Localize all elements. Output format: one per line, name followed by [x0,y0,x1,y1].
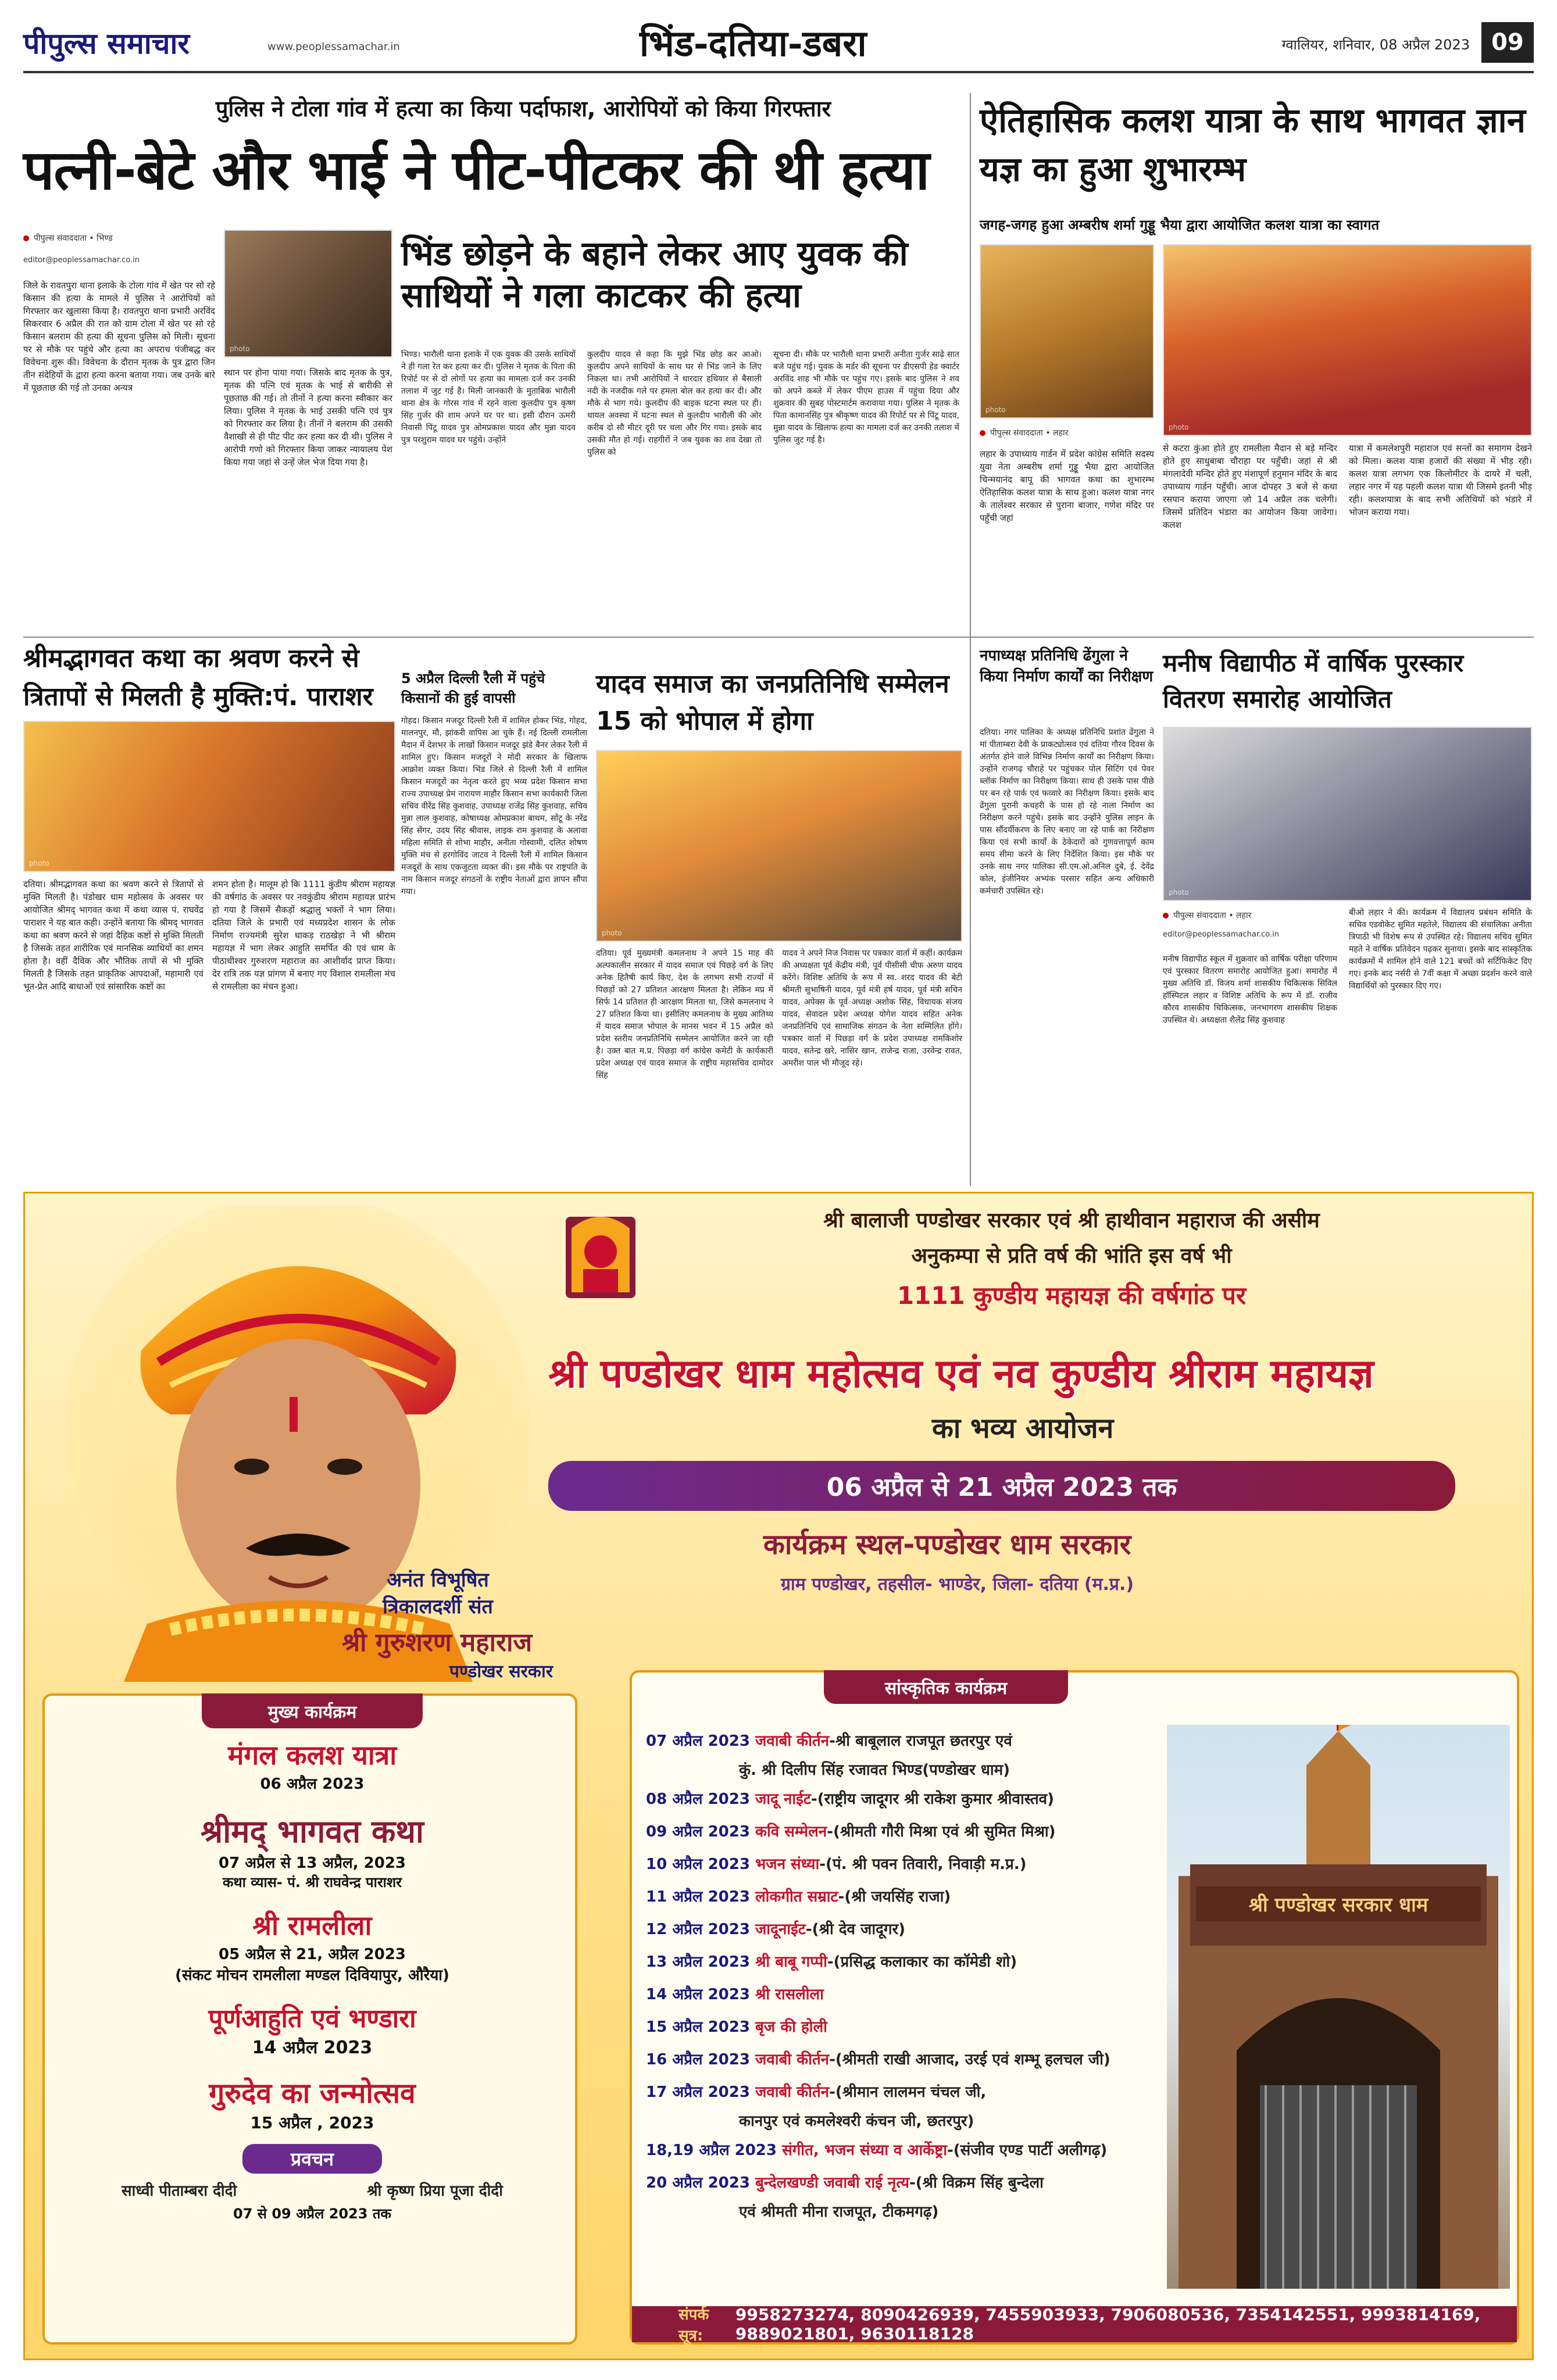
ad-dates-banner: 06 अप्रैल से 21 अप्रैल 2023 तक [548,1461,1455,1511]
story8-col1: बीओ लहार ने की। कार्यक्रम में विद्यालय प्रबंधन समिति के सचिव एडवोकेट सुमित महतेले, विद्यालय की संचालिका अनीता त्रिपाठी भी विशेष रूप से उपस्थित रहे। विद्यालय सचिव सुमित महते ने वार्षिक प्रतिवेदन पढ़कर सुनाया। इसके बाद सांस्कृतिक कार्यक्रमों में शामिल होने वाले 121 बच्चों को सर्टिफिकेट दिए गए। इनके बाद नर्सरी से 7वीं कक्षा में अच्छा प्रदर्शन करने वाले विद्यार्थियों को पुरस्कार दिए गए। [1349,908,1532,991]
program-name: जवाबी कीर्तन [755,1732,830,1750]
story1-col1: जिले के रावतपुरा थाना इलाके के टोला गांव में खेत पर सो रहे किसान की हत्या के मामले में पुलिस ने आरोपियों को गिरफ्तार कर खुलासा किया है। रावतपुरा थाना प्रभारी अरविंद सिकरवार 6 अप्रैल की रात को ग्राम टोला में खेत पर सो रहे किसान बलराम की हत्या की सूचना पुलिस को मिली। सूचना पर से मौके पर पहुंचे और हत्या का अपराध पंजीबद्ध कर विवेचना शुरू की। विवेचना के दौरान मृतक के पुत्र द्वारा जिन तीन संदेहियों के द्वारा हत्या करना बताया गया। जब उनके बारे में पूछताछ की गई तो उनका अन्यत्र [23,280,215,393]
program-date: 17 अप्रैल 2023 [646,2084,750,2101]
program-name: श्री रासलीला [755,1986,824,2003]
program-name: जादूनाईट [755,1921,806,1938]
program-desc: कानपुर एवं कमलेश्वरी कंचन जी, छतरपुर) [739,2113,974,2130]
program-desc: एवं श्रीमती मीना राजपूत, टीकमगढ़) [739,2203,939,2221]
program-name: जवाबी कीर्तन [755,2084,830,2101]
ad-intro: श्री बालाजी पण्डोखर सरकार एवं श्री हाथीवान महाराज की असीम अनुकम्पा से प्रति वर्ष की भांति इस वर्ष भी 1111 कुण्डीय महायज्ञ की वर्षगांठ पर [823,1209,1320,1310]
story2-col3: सूचना दी। मौके पर भारौली थाना प्रभारी अनीता गुर्जर साढ़े सात बजे पहुंच गई। युवक के मर्डर की सूचना पर डीएसपी हेड क्वार्टर अरविंद शाह भी मौके पर पहुंच गए। इसके बाद पुलिस ने शव को अपने कब्जे में लेकर पीएम हाउस में पहुंचा दिया और शुक्रवार की सुबह पोस्टमार्टम करावाया गया। पुलिस ने मृतक के पिता कामानसिंह पुत्र श्रीकृष्ण यादव की रिपोर्ट पर से पिंटू यादव, मुन्ना यादव के खिलाफ हत्या का मामला दर्ज कर उनकी तलाश में पुलिस जुट गई है। [773,350,959,445]
program-desc: -(श्री जयसिंह राजा) [838,1888,951,1906]
program-name: बुन्देलखण्डी जवाबी राई नृत्य [755,2174,909,2192]
program-name: जादू नाईट [755,1791,811,1808]
cultural-program-row [646,1978,1158,2011]
photo-kalash-leader: photo [980,244,1154,419]
cultural-program-row [646,2199,1158,2225]
program-desc: -(श्री देव जादूगर) [805,1921,906,1938]
program-date: 13 अप्रैल 2023 [646,1953,750,1971]
program-date: 20 अप्रैल 2023 [646,2174,750,2192]
story5-body: गोहद। किसान मजदूर दिल्ली रैली में शामिल होकर भिंड, गोहद, मालनपुर, मौ, झांकरी वापिस आ चुके हैं। नई दिल्ली रामलीला मैदान में देशभर के लाखों किसान मजदूर झंडे बैनर लेकर रैली में शामिल हुए। किसान मजदूरों ने मोदी सरकार के खिलाफ आक्रोश व्यक्त किया। भिंड जिले से दिल्ली रैली में शामिल किसान मजदूरों का नेतृत्व करते हुए भव्य प्रदेश किसान सभा राज्य उपाध्यक्ष प्रेम नारायण माहौर किसान सभा कार्यकारी जिला सचिव वीरेंद्र सिंह कुशवाह, उपाध्यक्ष राजेंद्र सिंह कुशवाह, सचिव मुन्ना लाल कुशवाह, कोषाध्यक्ष ओमप्रकाश बाथम, सोंटू के नरेंद्र सिंह सेंगर, उदय सिंह श्रीवास, लाइक राम कुशवाह के अलावा महिला समिति से शोभा माहौर, अनीता गोस्वामी, दलित शोषण मुक्ति मंच से हरगोविंद जाटव ने दिल्ली रैली में शामिल किसान मजदूरों के साथ एकजुटता व्यक्त की। इस मौके पर राष्ट्रपति के नाम किसान मजदूर संगठनों के राष्ट्रीय नेताओं द्वारा ज्ञापन सौंपा गया। [401,716,587,896]
story-murder-tola [23,93,965,201]
story3-subhead: जगह-जगह हुआ अम्बरीष शर्मा गुड्डू भैया द्वारा आयोजित कलश यात्रा का स्वागत [980,217,1380,233]
program-item: श्री रामलीला 05 अप्रैल से 21, अप्रैल 2023 (संकट मोचन रामलीला मण्डल दिवियापुर, औरैया) [175,1910,449,1984]
program-desc: -(श्रीमान लालमन चंचल जी, [829,2084,987,2101]
story2-col1: भिण्ड। भारौली थाना इलाके में एक युवक की उसके साथियों ने ही गला रेत कर हत्या कर दी। पुलिस ने मृतक के पिता की रिपोर्ट पर से दो लोगों पर हत्या का मामला दर्ज कर उनकी तलाश में जुट गई है। मिली जानकारी के मुताबिक भारौली थाना क्षेत्र के गोरस गांव में रहने वाला कुलदीप पुत्र कृष्ण सिंह गुर्जर की शाम अपने घर पर था। इसी दौरान ऊमरी निवासी पिंटू यादव पुत्र ओमप्रकाश यादव और मुन्ना यादव पुत्र परशुराम यादव घर पहुंचे। उन्होंने [401,350,576,445]
story3-headline: ऐतिहासिक कलश यात्रा के साथ भागवत ज्ञान यज्ञ का हुआ शुभारम्भ [980,101,1526,189]
story5-headline: 5 अप्रैल दिल्ली रैली में पहुंचे किसानों की हुई वापसी [401,670,545,706]
cultural-program-row [646,1848,1158,1881]
program-date: 15 अप्रैल 2023 [646,2018,750,2036]
cultural-program-row [646,1881,1158,1913]
story8-col2: मनीष विद्यापीठ स्कूल में शुक्रवार को वार्षिक परीक्षा परिणाम एवं पुरस्कार वितरण समारोह आयोजित हुआ। समारोह में मुख्य अतिथि डॉ. विजय शर्मा शासकीय चिकित्सक सिविल हॉस्पिटल लहार व विशिष्ट अतिथि के रूप में डॉ. राजीव कौरव शासकीय चिकित्सक, जनभागरण शासकीय शिक्षक उपस्थित थे। अध्यक्षता शैलेंद्र सिंह कुशवाह [1163,955,1337,1025]
cultural-program-heading: सांस्कृतिक कार्यक्रम [824,1670,1068,1704]
horizontal-divider [23,637,1534,638]
program-date: 08 अप्रैल 2023 [646,1791,750,1808]
story7-body: दतिया। नगर पालिका के अध्यक्ष प्रतिनिधि प्रशांत ढेंगुला ने मां पीताम्बरा देवी के प्राकट्योत्सव एवं दतिया गौरव दिवस के अंतर्गत होने वाले विभिन्न निर्माण कार्यों का निरीक्षण किया। उन्होंने राजगढ़ चौराहे पर पहुंचकर पोल सिटिंग एवं पेवर ब्लॉक निर्माण का निरीक्षण किया। साथ ही उसके पास पीछे पर बन रहे पार्क एवं फव्वारे का निरीक्षण किया। इसके बाद ढेंगुला पुरानी कचहरी के पास हो रहे नाला निर्माण का निरीक्षण करने पहुंचे। इसके बाद उन्होंने पुलिस लाइन के पास सौंदर्यीकरण के लिए बनाए जा रहे पार्क का निरीक्षण किया एवं सभी कार्यों के ठेकेदारों को गुणवत्तापूर्ण काम समय सीमा करने के लिए निर्देशित किया। इस मौके पर उनके साथ नगर पालिका सी.एम.ओ.अनिल दुबे, ई. देवेंद्र कोल, इंजीनियर अभ्यंक परसार सहित अन्य अधिकारी कर्मचारी उपस्थित रहे। [980,728,1154,896]
program-desc: -(प्रसिद्ध कलाकार का कॉमेडी शो) [827,1953,1017,1971]
logo-text: पीपुल्स समाचार [23,26,190,60]
cultural-program-row [646,2011,1158,2043]
masthead-website[interactable]: www.peoplessamachar.in [267,41,400,53]
story2-headline: भिंड छोड़ने के बहाने लेकर आए युवक की साथियों ने गला काटकर की हत्या [401,234,908,315]
page-number: 09 [1481,22,1534,63]
program-desc: -(संजीव एण्ड पार्टी अलीगढ़) [947,2142,1108,2159]
story4-col2: शमन होता है। मालूम हो कि 1111 कुंडीय श्रीराम महायज्ञ की वर्षगांठ के अवसर पर नवकुंडीय श्रीराम महायज्ञ प्रारंभ हो गया है जिसमें सैकड़ों श्रद्धालु भक्तों ने भाग लिया। दतिया जिले के प्रभारी एवं मध्यप्रदेश शासन के लोक निर्माण राज्यमंत्री सुरेश धाकड़ राठखेड़ा ने भी श्रीराम महायज्ञ में भाग लेकर आहुति समर्पित की एवं धाम के पीठाधीश्वर गुरुशरण महाराज का आशीर्वाद प्राप्त किया। देर रात्रि तक यज्ञ प्रांगण में बनाए गए विशाल रामलीला मंच से रामलीला का मंचन हुआ। [212,879,395,992]
cultural-program-panel [630,1670,1519,2345]
ad-pandokhar-dham[interactable] [23,1192,1534,2360]
story1-byline: पीपुल्स संवाददाता • भिण्ड [23,233,113,244]
program-desc: कुं. श्री दिलीप सिंह रजावत भिण्ड(पण्डोखर धाम) [739,1761,1010,1779]
story6-col1: दतिया। पूर्व मुख्यमंत्री कमलनाथ ने अपने 15 माह की अल्पकालीन सरकार में यादव समाज एवं पिछड़े वर्ग के लिए अनेक हितैषी कार्य किए, देश के लगभग सभी राज्यों में पिछड़ों को 27 प्रतिशत आरक्षण मिलता है। लेकिन मप्र में सिर्फ 14 प्रतिशत ही आरक्षण मिलता था, जिसे कमलनाथ ने 27 प्रतिशत किया था। इसीलिए कमलनाथ के मुख्य आतिथ्य में यादव समाज भोपाल के मानस भवन में 15 अप्रैल को प्रदेश स्तरीय जनप्रतिनिधि सम्मेलन आयोजित करने जा रही है। उक्त बात म.प्र. पिछड़ा वर्ग कांग्रेस कमेटी के कार्यकारी प्रदेश अध्यक्ष एवं यादव समाज के राष्ट्रीय महासचिव दामोदर सिंह [596,949,773,1080]
saint-epithet: अनंत विभूषित त्रिकालदर्शी संत [383,1568,493,1618]
story-headline: पत्नी-बेटे और भाई ने पीट-पीटकर की थी हत्या [23,139,930,202]
cultural-program-row [646,1757,1158,1783]
story4-headline: श्रीमद्भागवत कथा का श्रवण करने से त्रितापों से मिलती है मुक्ति:पं. पाराशर [23,644,373,712]
program-name: कवि सम्मेलन [755,1823,827,1841]
story6-col2: यादव ने अपने निज निवास पर पत्रकार वार्ता में कहीं। कार्यक्रम की अध्यक्षता पूर्व केंद्रीय मंत्री, पूर्व पीसीसी चीफ अरुण यादव करेंगे। विशिष्ट अतिथि के रूप में स्व. शरद यादव की बेटी श्रीमती सुभाषिनी यादव, पूर्व मंत्री हर्ष यादव, पूर्व मंत्री सचिन यादव, अपेक्स के पूर्व अध्यक्ष अशोक सिंह, विधायक संजय यादव, सेवादल प्रदेश अध्यक्ष योगेश यादव सहित अनेक जनप्रतिनिधि एवं सामाजिक संगठन के नेता सम्मिलित होंगे। पत्रकार वार्ता में पिछड़ा वर्ग के प्रदेश उपाध्यक्ष रामकिशोर यादव, सतेन्द्र खरे, नासिर खान, राजेन्द्र राजा, उरवेन्द्र रावत, अमरीश पाल भी मौजूद रहे। [782,949,962,1068]
program-desc: -(श्रीमती गौरी मिश्रा एवं श्री सुमित मिश्रा) [827,1823,1056,1841]
ad-title: श्री पण्डोखर धाम महोत्सव एवं नव कुण्डीय श्रीराम महायज्ञ [548,1351,1374,1397]
cultural-program-row [646,2109,1158,2134]
main-program-heading: मुख्य कार्यक्रम [202,1693,423,1728]
program-desc: -(श्री विक्रम सिंह बुन्देला [909,2174,1044,2192]
main-program-list [56,1736,568,2223]
cultural-program-row [646,2076,1158,2109]
cultural-program-row [646,1725,1158,1757]
program-name: लोकगीत सम्राट [755,1888,838,1906]
photo-pandokhar-gate [1167,1725,1510,2289]
program-name: भजन संध्या [755,1856,820,1873]
masthead-rule [23,71,1534,73]
story8-headline: मनीष विद्यापीठ में वार्षिक पुरस्कार वितरण समारोह आयोजित [1163,649,1464,713]
photo-yadav-press: photo [596,750,962,942]
photo-accused-police: photo [224,230,392,358]
cultural-program-row [646,1816,1158,1848]
column-divider [970,93,971,1186]
main-program-panel [42,1693,577,2345]
story1-col2: स्थान पर होना पाया गया। जिसके बाद मृतक के पुत्र, मृतक की पत्नि एवं मृतक के भाई से बारीकी से पूछताछ की गई। तो तीनों ने हत्या करना स्वीकार कर लिया। पुलिस ने मृतक के भाई उसकी पत्नि एवं पुत्र को गिरफ्तार कर लिया है। तीनों ने बलराम की उसकी वैशाखी से ही पीट पीट कर हत्या कर दी थी। पुलिस ने आरोपी गणो को गिरफ्तार किया जाकर न्यायालय पेश किया गया जहां से उन्हें जेल भेज दिया गया है। [224,367,392,467]
cultural-program-row [646,2167,1158,2199]
story3-col3: यात्रा में कमलेशपुरी महाराज एवं सन्तों का समागम देखने को मिला। कलश यात्रा हजारों की संख्या में भीड़ रही। कलश यात्रा लगभग एक किलोमीटर के दायरे में चली, लहार नगर में यह पहली कलश यात्रा थी जिसमे इतनी भीड़ रही। कलशयात्रा के बाद सभी अतिथियों को भंडारे में भोजन कराया गया। [1349,443,1532,517]
story8-byline: पीपुल्स संवाददाता • लहार [1163,910,1251,921]
photo-award-ceremony: photo [1163,727,1532,901]
masthead-logo[interactable] [23,22,190,63]
ad-address: ग्राम पण्डोखर, तहसील- भाण्डेर, जिला- दतिया (म.प्र.) [781,1574,1134,1595]
story8-email: editor@peoplessamachar.co.in [1163,930,1279,939]
story3-byline: पीपुल्स संवाददाता • लहार [980,427,1068,438]
pravachan-speakers: साध्वी पीताम्बरा दीदी श्री कृष्ण प्रिया पूजा दीदी [122,2182,503,2200]
contact-bar[interactable] [632,2305,1517,2345]
contact-numbers: 9958273274, 8090426939, 7455903933, 7906080536, 7354142551, 9993814169, 9889021801, 9630118128 [735,2305,1481,2343]
cultural-program-row [646,1913,1158,1946]
byline-bullet [980,430,985,436]
program-date: 07 अप्रैल 2023 [646,1732,750,1750]
program-date: 12 अप्रैल 2023 [646,1921,750,1938]
gate-sign: श्री पण्डोखर सरकार धाम [1196,1886,1481,1921]
program-name: संगीत, भजन संध्या व आर्केष्ट्रा [782,2142,947,2159]
story3-col1: लहार के उपाध्याय गार्डन में प्रदेश कांग्रेस समिति सदस्य युवा नेता अम्बरीष शर्मा गुड्डू भैया द्वारा आयोजित चिन्मयानंद बापू की भागवत कथा का शुभारम्भ ऐतिहासिक कलश यात्रा के साथ हुआ। कलश यात्रा नगर के तालेश्वर सरकार से पुराना बाजार, गणेश मंदिर पर पहुँची जहां [980,449,1154,523]
program-date: 14 अप्रैल 2023 [646,1986,750,2003]
deity-idol-icon [560,1205,641,1304]
story4-col1: दतिया। श्रीमद्भागवत कथा का श्रवण करने से त्रितापों से मुक्ति मिलती है। पंडोखर धाम महोत्सव के अवसर पर आयोजित श्रीमद् भागवत कथा में कथा व्यास पं. राघवेंद्र पाराशर ने यह बात कही। उन्होंने बताया कि श्रीमद् भागवत कथा का श्रवण करने से जहां दैहिक कष्टों से मुक्ति मिलती है जिसके तहत शारीरिक एवं मानसिक व्याधियों का शमन होता है। वहीं दैविक और भौतिक तापों से भी मुक्ति मिलती है जिसके तहत प्राकृतिक आपदाओं, महामारी एवं भूत-प्रेत आदि बाधाओं एवं सांसारिक कष्टों का [23,879,203,992]
contact-label: संपर्क सूत्र: [678,2306,709,2345]
story3-col2: से कटरा कुंआ होते हुए रामलीला मैदान से बड़े मन्दिर होते हुए साधुबाबा चौराहा पर पहुँची। जहां से श्री मंगलादेवी मन्दिर होते हुए मंशापूर्ण हनुमान मंदिर के बाद उपाध्याय गार्डन पहुँची। आज दोपहर 3 बजे से कथा रसपान कराया जाएगा जो 14 अप्रैल तक चलेगी। जिसमें प्रतिदिन भंडारा का आयोजन किया जावेगा। कलश [1163,443,1337,530]
dateline: ग्वालियर, शनिवार, 08 अप्रैल 2023 [1281,37,1470,53]
program-name: जवाबी कीर्तन [755,2051,830,2068]
story6-headline: यादव समाज का जनप्रतिनिधि सम्मेलन 15 को भोपाल में होगा [596,669,949,736]
pravachan-dates: 07 से 09 अप्रैल 2023 तक [233,2206,391,2222]
program-item: श्रीमद् भागवत कथा 07 अप्रैल से 13 अप्रैल, 2023 कथा व्यास- पं. श्री राघवेन्द्र पाराशर [201,1813,424,1891]
cultural-program-list [646,1725,1158,2225]
program-date: 09 अप्रैल 2023 [646,1823,750,1841]
saint-name: श्री गुरुशरण महाराज [342,1628,533,1657]
cultural-program-row [646,2134,1158,2167]
cultural-program-row [646,1946,1158,1978]
gate-illustration [1167,1725,1510,2289]
story1-email: editor@peoplessamachar.co.in [23,256,140,265]
program-date: 16 अप्रैल 2023 [646,2051,750,2068]
program-item: मंगल कलश यात्रा 06 अप्रैल 2023 [227,1739,397,1793]
saint-place: पण्डोखर सरकार [449,1661,553,1682]
program-date: 10 अप्रैल 2023 [646,1856,750,1873]
program-date: 11 अप्रैल 2023 [646,1888,750,1906]
program-name: श्री बाबू गप्पी [755,1953,827,1971]
program-item: पूर्णआहुति एवं भण्डारा 14 अप्रैल 2023 [208,2004,416,2058]
cultural-program-row [646,2043,1158,2076]
program-item: गुरुदेव का जन्मोत्सव 15 अप्रैल , 2023 [209,2077,416,2132]
program-desc: -श्री बाबूलाल राजपूत छतरपुर एवं [829,1732,1012,1750]
byline-bullet [23,235,29,241]
photo-katha-vyas: photo [23,721,395,872]
story-kicker: पुलिस ने टोला गांव में हत्या का किया पर्दाफाश, आरोपियों को किया गिरफ्तार [215,96,831,121]
ad-subtitle: का भव्य आयोजन [932,1412,1114,1445]
byline-bullet [1163,913,1169,919]
story7-headline: नपाध्यक्ष प्रतिनिधि ढेंगुला ने किया निर्माण कार्यों का निरीक्षण [980,647,1154,685]
pravachan-heading: प्रवचन [242,2144,382,2174]
program-desc: -(पं. श्री पवन तिवारी, निवाड़ी म.प्र.) [819,1856,1027,1873]
section-title: भिंड-दतिया-डबरा [640,22,867,65]
program-desc: -(श्रीमती राखी आजाद, उरई एवं शम्भू हलचल जी) [829,2051,1110,2068]
program-desc: -(राष्ट्रीय जादूगर श्री राकेश कुमार श्रीवास्तव) [810,1791,1054,1808]
program-date: 18,19 अप्रैल 2023 [646,2142,777,2159]
photo-kalash-crowd: photo [1163,244,1532,436]
cultural-program-row [646,1783,1158,1816]
story2-col2: कुलदीप यादव से कहा कि मुझे भिंड छोड़ कर आओ। कुलदीप अपने साथियों के साथ घर से भिंड जाने के लिए निकला था। तभी आरोपियों ने धारदार हथियार से बैसाली नदी के नजदीक गले पर हमला बोल कर हत्या कर दी। और मौके से भाग गये। कुलदीप की बाइक घटना स्थल पर ही। धायल अवस्था में घटना स्थल से कुलदीप भारौली की ओर करीब दो सौ मीटर दूरी पर चला और गिर गया। इसके बाद उसकी मौत हो गई। राहगीरों ने जब युवक का शव देखा तो पुलिस को [587,350,762,457]
program-name: बृज की होली [755,2018,827,2036]
masthead [23,17,1534,76]
ad-venue: कार्यक्रम स्थल-पण्डोखर धाम सरकार [763,1528,1131,1561]
